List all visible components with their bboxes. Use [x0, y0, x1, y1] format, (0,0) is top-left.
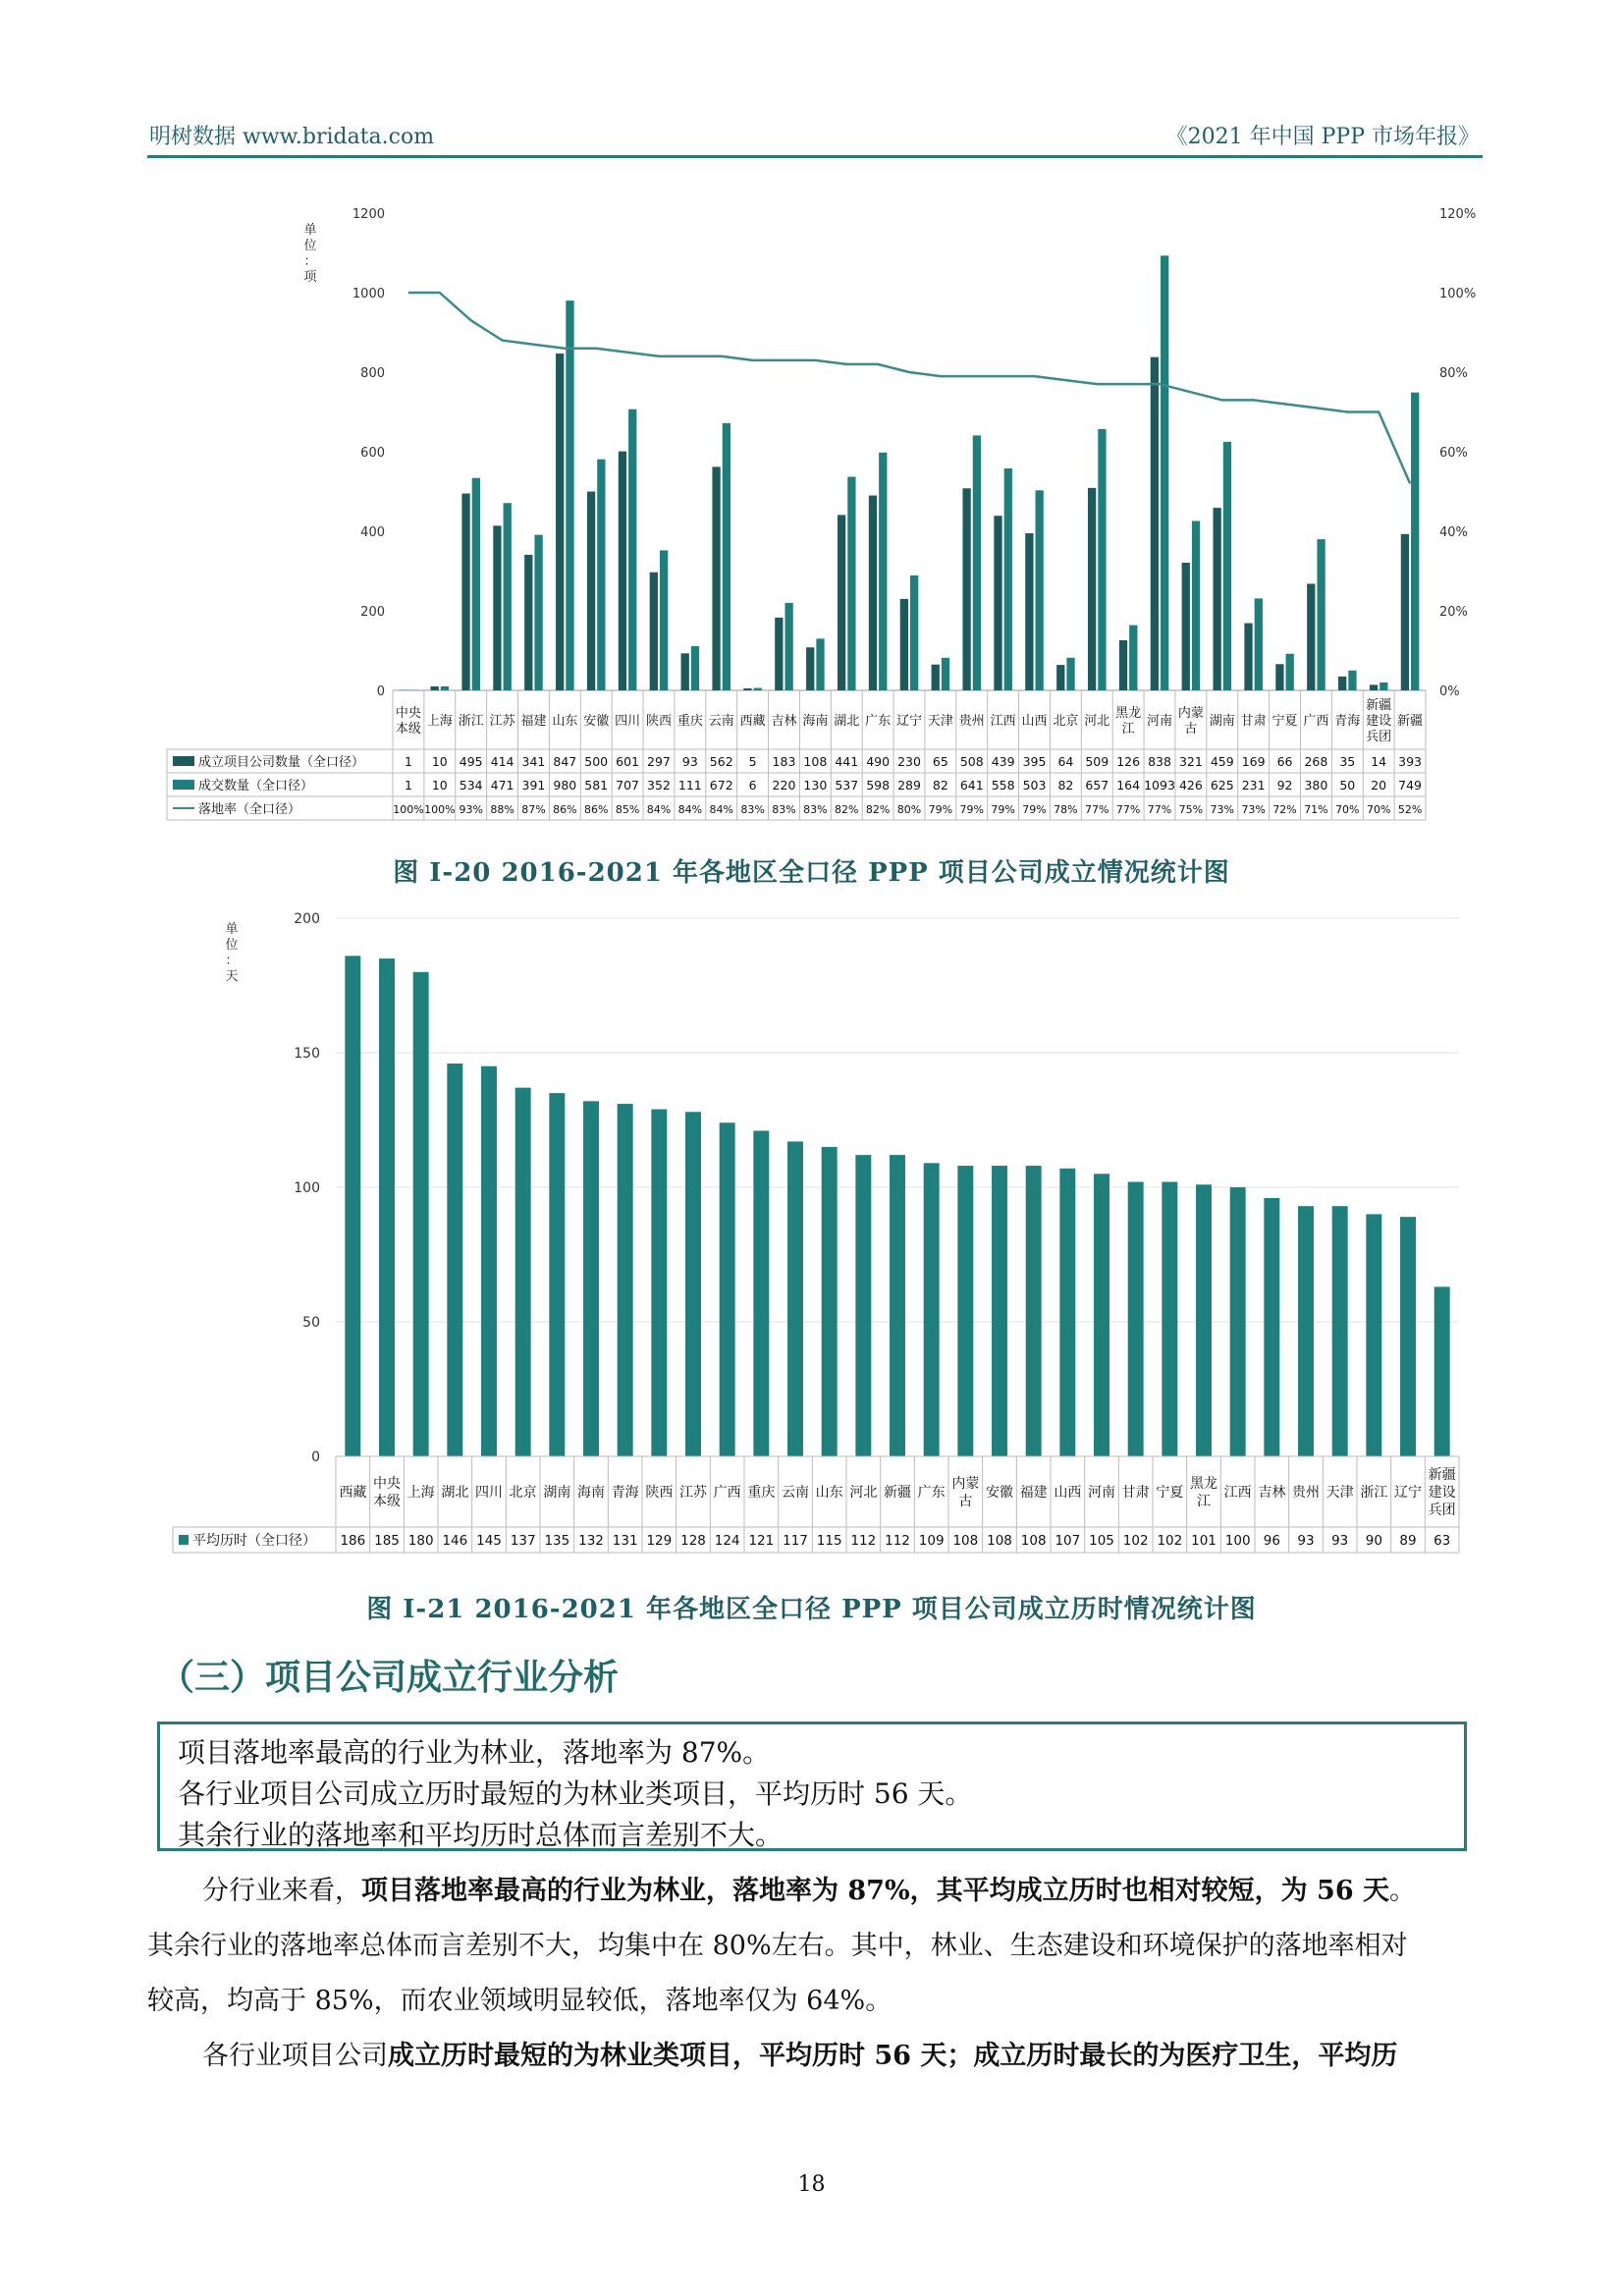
chart-1-table-value: 100%	[424, 803, 456, 816]
chart-1-category-label: 中央	[395, 706, 421, 721]
chart-2-category-label: 兵团	[1428, 1503, 1456, 1518]
chart-1-category-label: 福建	[520, 714, 547, 729]
chart-1-category-label: 本级	[395, 722, 421, 737]
chart-1-category-label: 陕西	[645, 714, 672, 729]
chart-1-y-tick: 1200	[352, 207, 385, 222]
chart-1-table-value: 83%	[772, 803, 796, 816]
chart-1-table-value: 380	[1304, 778, 1328, 793]
chart-1-table-value: 183	[772, 754, 796, 769]
chart-1-table-value: 83%	[803, 803, 828, 816]
summary-line-1: 项目落地率最高的行业为林业，落地率为 87%。	[178, 1736, 771, 1769]
chart-2-category-label: 河南	[1088, 1485, 1115, 1501]
chart-1-category-label: 四川	[615, 714, 641, 729]
chart-2-category-label: 江西	[1223, 1485, 1252, 1501]
chart-2-category-label: 黑龙	[1190, 1476, 1217, 1492]
chart-1-table-value: 108	[803, 754, 828, 769]
chart-1-legend-label: 成交数量（全口径）	[198, 779, 314, 793]
chart-2-bar	[1059, 1169, 1075, 1456]
chart-2-bar	[1434, 1286, 1450, 1456]
chart-2-category-label: 湖南	[543, 1485, 571, 1501]
chart-2-table-value: 101	[1191, 1533, 1217, 1549]
chart-1-table-value: 71%	[1304, 803, 1328, 816]
chart-2-category-label: 北京	[509, 1485, 537, 1501]
chart-2-table-value: 186	[340, 1533, 366, 1549]
chart-2-y-tick: 0	[311, 1449, 320, 1465]
chart-2-table-value: 146	[442, 1533, 468, 1549]
chart-2-category-label: 广西	[713, 1485, 741, 1501]
chart-2-category-label: 吉林	[1258, 1485, 1286, 1501]
chart-1-table-value: 503	[1022, 778, 1047, 793]
chart-1-table-value: 321	[1178, 754, 1203, 769]
chart-1-table-value: 393	[1398, 754, 1422, 769]
chart-1-table-value: 641	[959, 778, 984, 793]
chart-1-table-value: 35	[1339, 754, 1356, 769]
chart-1-table-value: 391	[521, 778, 546, 793]
chart-1-category-label: 甘肃	[1240, 714, 1267, 729]
chart-1-table-value: 77%	[1085, 803, 1109, 816]
chart-1-table-value: 65	[932, 754, 948, 769]
paragraph-1-bold: 项目落地率最高的行业为林业，落地率为 87%，其平均成立历时也相对较短，为 56 天	[361, 1876, 1389, 1906]
chart-1-table-value: 20	[1371, 778, 1387, 793]
chart-2-table-value: 137	[510, 1533, 536, 1549]
chart-1-table-value: 297	[647, 754, 671, 769]
chart-2-unit-label: 单	[225, 922, 239, 937]
chart-2-table-value: 121	[748, 1533, 775, 1549]
chart-2-bar	[1230, 1187, 1246, 1456]
chart-2-table-value: 112	[850, 1533, 877, 1549]
chart-1-y2-tick: 60%	[1439, 446, 1468, 461]
chart-2-unit-label: 位	[225, 938, 239, 953]
chart-1-category-label: 北京	[1053, 714, 1079, 729]
chart-2-category-label: 四川	[475, 1485, 503, 1501]
chart-1-category-label: 山东	[552, 714, 578, 729]
chart-1-table-value: 93	[681, 754, 698, 769]
chart-2-bar	[855, 1155, 871, 1456]
chart-2-table-value: 102	[1122, 1533, 1149, 1549]
chart-1-category-label: 广东	[865, 714, 892, 729]
chart-1-table-value: 847	[553, 754, 577, 769]
chart-2-bar	[481, 1066, 497, 1456]
chart-1-category-label: 吉林	[771, 714, 797, 729]
chart-2-table-value: 89	[1399, 1533, 1417, 1549]
chart-2-y-tick: 100	[294, 1180, 320, 1196]
chart-2-bar	[720, 1122, 735, 1456]
chart-1-category-label: 建设	[1366, 714, 1392, 729]
chart-2-table-value: 102	[1157, 1533, 1183, 1549]
chart-1-category-label: 内蒙	[1177, 706, 1204, 721]
chart-1-table-value: 93%	[459, 803, 483, 816]
chart-2-table-value: 135	[544, 1533, 570, 1549]
chart-2-category-label: 云南	[782, 1485, 809, 1501]
chart-2-category-label: 新疆	[884, 1485, 911, 1501]
chart-1-table-value: 169	[1241, 754, 1266, 769]
chart-1-category-label: 河南	[1147, 714, 1173, 729]
chart-1-category-label: 青海	[1334, 714, 1361, 729]
chart-2-bar	[1026, 1166, 1042, 1456]
chart-1-table-value: 5	[748, 754, 757, 769]
chart-1-table-value: 562	[709, 754, 733, 769]
chart-2-bar	[787, 1141, 803, 1456]
paragraph-4	[147, 2029, 1483, 2084]
chart-1-table-value: 509	[1085, 754, 1109, 769]
page-number: 18	[797, 2172, 826, 2197]
chart-2-table-value: 112	[885, 1533, 910, 1549]
chart-1-table-value: 79%	[928, 803, 953, 816]
chart-1-table-value: 598	[866, 778, 891, 793]
chart-1-y2-tick: 20%	[1439, 605, 1468, 620]
chart-2-caption: 图 I-21 2016-2021 年各地区全口径 PPP 项目公司成立历时情况统计图	[366, 1595, 1257, 1624]
chart-2-bar	[1298, 1206, 1314, 1456]
chart-2-table-value: 93	[1331, 1533, 1349, 1549]
chart-2-bar	[1366, 1214, 1381, 1456]
chart-2-bar	[1128, 1182, 1144, 1456]
summary-line-2: 各行业项目公司成立历时最短的为林业类项目，平均历时 56 天。	[178, 1777, 973, 1810]
chart-2-category-label: 陕西	[645, 1485, 674, 1501]
chart-1-category-label: 安徽	[583, 714, 610, 729]
chart-2-bar	[753, 1130, 769, 1456]
chart-1-table-value: 341	[521, 754, 546, 769]
chart-2-table-value: 117	[783, 1533, 808, 1549]
chart-2-bar	[685, 1112, 701, 1456]
chart-2-category-label: 江	[1197, 1494, 1211, 1509]
chart-1-category-label: 浙江	[458, 714, 484, 729]
chart-2-table-value: 100	[1224, 1533, 1251, 1549]
chart-1-table-value: 500	[584, 754, 609, 769]
chart-1-table-value: 838	[1148, 754, 1171, 769]
chart-1-table-value: 230	[897, 754, 921, 769]
chart-2-category-label: 天津	[1325, 1485, 1354, 1501]
chart-2-bar	[1162, 1182, 1177, 1456]
chart-2-category-label: 贵州	[1292, 1485, 1320, 1501]
chart-2-table-value: 107	[1055, 1533, 1081, 1549]
chart-1-category-label: 黑龙	[1115, 706, 1142, 721]
chart-1-table-value: 6	[748, 778, 757, 793]
chart-1-caption: 图 I-20 2016-2021 年各地区全口径 PPP 项目公司成立情况统计图	[393, 858, 1230, 888]
chart-1-category-label: 江西	[990, 714, 1016, 729]
chart-2-table-value: 129	[646, 1533, 673, 1549]
chart-1-table-value: 75%	[1178, 803, 1204, 816]
chart-1-table-value: 581	[584, 778, 609, 793]
paragraph-3: 较高，均高于 85%，而农业领域明显较低，落地率仅为 64%。	[147, 1986, 893, 2016]
chart-2-bar	[345, 956, 360, 1456]
chart-1-category-label: 西藏	[739, 714, 766, 729]
chart-1-table-value: 82	[1057, 778, 1074, 793]
chart-1-category-label: 广西	[1303, 714, 1329, 729]
chart-1-table-value: 84%	[677, 803, 703, 816]
chart-1-category-label: 湖南	[1209, 714, 1235, 729]
chart-2-table-value: 108	[987, 1533, 1012, 1549]
chart-1-table-value: 52%	[1397, 803, 1423, 816]
chart-1-table-value: 490	[866, 754, 891, 769]
chart-2-category-label: 辽宁	[1394, 1485, 1422, 1501]
chart-1-category-label: 宁夏	[1271, 714, 1298, 729]
chart-1-y2-tick: 40%	[1439, 525, 1468, 540]
chart-2-table-value: 145	[476, 1533, 502, 1549]
chart-1-category-label: 新疆	[1397, 714, 1424, 729]
chart-2-legend-swatch	[179, 1535, 189, 1545]
chart-2-category-label: 甘肃	[1121, 1485, 1150, 1501]
chart-1-category-label: 贵州	[958, 714, 985, 729]
chart-2-category-label: 宁夏	[1156, 1485, 1184, 1501]
chart-2-bar	[822, 1147, 838, 1456]
chart-2-category-label: 山东	[815, 1485, 843, 1501]
chart-1-table-value: 84%	[709, 803, 733, 816]
chart-2-table-value: 105	[1089, 1533, 1114, 1549]
chart-2-category-label: 海南	[577, 1485, 605, 1501]
paragraph-1	[147, 1864, 1483, 1919]
chart-2-category-label: 广东	[917, 1485, 946, 1501]
chart-1-table-value: 352	[647, 778, 671, 793]
chart-1-y-tick: 0	[376, 684, 385, 699]
chart-1-table-value: 749	[1398, 778, 1422, 793]
chart-1-table-value: 87%	[521, 803, 546, 816]
chart-1-table-value: 289	[897, 778, 921, 793]
chart-1-table-value: 1093	[1144, 778, 1175, 793]
chart-1-category-label: 古	[1184, 722, 1198, 737]
chart-1-table-value: 495	[459, 754, 483, 769]
chart-2-bar	[890, 1155, 905, 1456]
chart-1-table-value: 426	[1178, 778, 1203, 793]
paragraph-1-end: 。	[1389, 1876, 1416, 1906]
chart-1-table-value: 459	[1210, 754, 1234, 769]
chart-1-table-value: 231	[1241, 778, 1266, 793]
chart-2-table-value: 132	[578, 1533, 604, 1549]
chart-1-table-value: 508	[959, 754, 984, 769]
chart-1-table-value: 82%	[865, 803, 891, 816]
chart-1-table-value: 534	[459, 778, 483, 793]
chart-1-table-value: 92	[1276, 778, 1293, 793]
chart-2-bar	[957, 1166, 973, 1456]
summary-box	[157, 1722, 1467, 1851]
chart-1-y2-tick: 80%	[1439, 366, 1468, 381]
chart-1-table-value: 100%	[393, 803, 424, 816]
chart-1-table-value: 72%	[1272, 803, 1297, 816]
chart-2-category-label: 新疆	[1428, 1467, 1456, 1483]
chart-1-category-label: 江	[1121, 722, 1135, 737]
paragraph-1-lead: 分行业来看，	[202, 1876, 361, 1906]
chart-1-table-value: 14	[1371, 754, 1387, 769]
chart-1-table-value: 441	[835, 754, 859, 769]
chart-1-unit-label: 项	[303, 270, 317, 285]
chart-1-y-tick: 400	[360, 525, 385, 540]
chart-2-y-tick: 200	[294, 911, 320, 927]
chart-2-bar	[1094, 1174, 1109, 1456]
chart-2-bar	[413, 972, 429, 1456]
chart-1-legend-label: 成立项目公司数量（全口径）	[198, 755, 365, 770]
chart-2-category-label: 古	[958, 1494, 973, 1509]
chart-2-bar	[992, 1166, 1007, 1456]
chart-1-table-value: 130	[803, 778, 828, 793]
chart-2-category-label: 湖北	[441, 1485, 469, 1501]
chart-1-table-value: 707	[616, 778, 640, 793]
chart-2-bar	[924, 1163, 940, 1456]
chart-1-table-value: 83%	[740, 803, 765, 816]
chart-2-category-label: 福建	[1019, 1485, 1048, 1501]
chart-2-bar	[1400, 1217, 1416, 1456]
chart-1-table-value: 80%	[896, 803, 922, 816]
chart-1-table-value: 439	[991, 754, 1015, 769]
chart-2-category-label: 重庆	[747, 1485, 776, 1501]
chart-1-y-tick: 200	[360, 605, 385, 620]
paragraph-4-lead: 各行业项目公司	[202, 2041, 388, 2071]
chart-1-table-value: 79%	[959, 803, 984, 816]
chart-1-category-label: 湖北	[834, 714, 860, 729]
chart-1-category-label: 新疆	[1366, 698, 1392, 713]
chart-1-table-value: 86%	[583, 803, 609, 816]
chart-2-bar	[1264, 1198, 1279, 1456]
chart-1-category-label: 云南	[708, 714, 734, 729]
chart-2-bar	[515, 1088, 531, 1456]
chart-1-table-value: 657	[1085, 778, 1109, 793]
section-title: （三）项目公司成立行业分析	[159, 1658, 620, 1698]
chart-1-table-value: 1	[404, 754, 412, 769]
chart-2-table-value: 108	[952, 1533, 979, 1549]
chart-2-table-value: 108	[1020, 1533, 1047, 1549]
summary-line-3: 其余行业的落地率和平均历时总体而言差别不大。	[178, 1819, 784, 1851]
chart-1-unit-label: ：	[303, 254, 317, 269]
chart-2-category-label: 浙江	[1360, 1485, 1388, 1501]
chart-2-category-label: 江苏	[679, 1485, 707, 1501]
chart-1-category-label: 天津	[927, 714, 953, 729]
chart-2-table-value: 96	[1263, 1533, 1280, 1549]
chart-2-bar	[618, 1104, 633, 1456]
chart-1-table-value: 10	[431, 754, 448, 769]
chart-1-category-label: 辽宁	[895, 714, 923, 729]
chart-1-table-value: 50	[1339, 778, 1356, 793]
chart-1-y2-tick: 100%	[1439, 287, 1477, 301]
chart-1-table-value: 79%	[991, 803, 1015, 816]
chart-2-category-label: 河北	[849, 1485, 878, 1501]
chart-1-table-value: 1	[404, 778, 412, 793]
chart-1-table-value: 625	[1210, 778, 1234, 793]
chart-2-table-value: 128	[680, 1533, 706, 1549]
chart-2-table-value: 63	[1434, 1533, 1451, 1549]
chart-1-table-value: 220	[772, 778, 796, 793]
chart-1-category-label: 河北	[1084, 714, 1110, 729]
chart-1-unit-label: 位	[303, 239, 317, 253]
chart-1-table-value: 88%	[490, 803, 514, 816]
chart-1-table-value: 980	[553, 778, 577, 793]
chart-1-table-value: 111	[677, 778, 702, 793]
chart-2-category-label: 安徽	[986, 1485, 1013, 1501]
chart-1-table-value: 82	[932, 778, 948, 793]
chart-1-category-label: 山西	[1021, 714, 1048, 729]
chart-1-table-value: 10	[431, 778, 448, 793]
chart-2-category-label: 中央	[373, 1476, 401, 1492]
chart-2-bar	[549, 1093, 565, 1456]
chart-2-category-label: 西藏	[339, 1485, 367, 1501]
chart-2-category-label: 上海	[406, 1485, 435, 1501]
chart-1-category-label: 兵团	[1366, 730, 1392, 744]
chart-1-table-value: 164	[1116, 778, 1141, 793]
chart-2-table-value: 180	[407, 1533, 434, 1549]
chart-1-category-label: 上海	[426, 714, 453, 729]
header-right: 《2021 年中国 PPP 市场年报》	[1165, 125, 1480, 149]
chart-2-table-value: 115	[816, 1533, 842, 1549]
chart-1-table-value: 558	[991, 778, 1015, 793]
chart-1-table-value: 78%	[1054, 803, 1078, 816]
chart-2-table-value: 124	[714, 1533, 740, 1549]
chart-1-category-label: 海南	[802, 714, 829, 729]
chart-1-table-value: 77%	[1147, 803, 1172, 816]
chart-2-table-value: 131	[612, 1533, 638, 1549]
chart-2-category-label: 本级	[373, 1494, 401, 1509]
chart-1-table-value: 64	[1057, 754, 1074, 769]
chart-1-table-value: 395	[1022, 754, 1047, 769]
chart-1-table-value: 126	[1116, 754, 1141, 769]
chart-2-table-value: 185	[374, 1533, 400, 1549]
chart-2-table-value: 93	[1297, 1533, 1315, 1549]
chart-2-legend-label: 平均历时（全口径）	[192, 1533, 316, 1549]
chart-1-y2-tick: 120%	[1439, 207, 1477, 222]
chart-1-category-label: 重庆	[676, 714, 703, 729]
chart-2-category-label: 青海	[611, 1485, 639, 1501]
chart-1-table-value: 672	[709, 778, 733, 793]
chart-1-legend-label: 落地率（全口径）	[198, 802, 301, 817]
chart-1-unit-label: 单	[303, 223, 317, 238]
chart-2-bar	[1196, 1184, 1212, 1456]
chart-2-y-tick: 150	[294, 1046, 320, 1062]
chart-2-table-value: 90	[1365, 1533, 1382, 1549]
chart-2-category-label: 山西	[1054, 1485, 1082, 1501]
chart-1-table-value: 84%	[646, 803, 672, 816]
chart-1-table-value: 66	[1276, 754, 1293, 769]
chart-1-y2-tick: 0%	[1439, 684, 1460, 699]
chart-1-table-value: 85%	[615, 803, 640, 816]
chart-2-bar	[651, 1110, 667, 1456]
chart-1-table-value: 268	[1304, 754, 1328, 769]
chart-2-unit-label: ：	[225, 954, 239, 968]
chart-1-y-tick: 800	[360, 366, 385, 381]
header-left: 明树数据 www.bridata.com	[149, 125, 435, 149]
chart-2-category-label: 内蒙	[951, 1476, 980, 1492]
chart-1-table-value: 70%	[1366, 803, 1391, 816]
chart-1-table-value: 82%	[835, 803, 859, 816]
chart-2-bar	[583, 1101, 599, 1456]
chart-1-table-value: 73%	[1210, 803, 1235, 816]
paragraph-4-bold: 成立历时最短的为林业类项目，平均历时 56 天；成立历时最长的为医疗卫生，平均历	[388, 2041, 1398, 2071]
chart-2-bar	[1332, 1206, 1348, 1456]
paragraph-2: 其余行业的落地率总体而言差别不大，均集中在 80%左右。其中，林业、生态建设和环境保护的落地率相对	[147, 1931, 1408, 1961]
chart-1-table-value: 537	[835, 778, 859, 793]
chart-1-category-label: 江苏	[489, 714, 515, 729]
chart-1-table-value: 414	[490, 754, 514, 769]
chart-2-y-tick: 50	[302, 1315, 320, 1331]
chart-1-table-value: 70%	[1335, 803, 1360, 816]
chart-1-table-value: 601	[616, 754, 640, 769]
chart-2-table-value: 109	[918, 1533, 945, 1549]
chart-2-category-label: 建设	[1428, 1485, 1456, 1501]
chart-1-table-value: 86%	[553, 803, 577, 816]
chart-1-y-tick: 1000	[352, 287, 385, 301]
chart-1-table-value: 79%	[1022, 803, 1047, 816]
chart-1-y-tick: 600	[360, 446, 385, 461]
chart-2-bar	[379, 958, 395, 1456]
chart-1-table-value: 471	[490, 778, 514, 793]
chart-1-table-value: 77%	[1115, 803, 1141, 816]
chart-2-unit-label: 天	[225, 969, 239, 984]
chart-2-bar	[447, 1064, 462, 1456]
chart-1-table-value: 73%	[1241, 803, 1266, 816]
